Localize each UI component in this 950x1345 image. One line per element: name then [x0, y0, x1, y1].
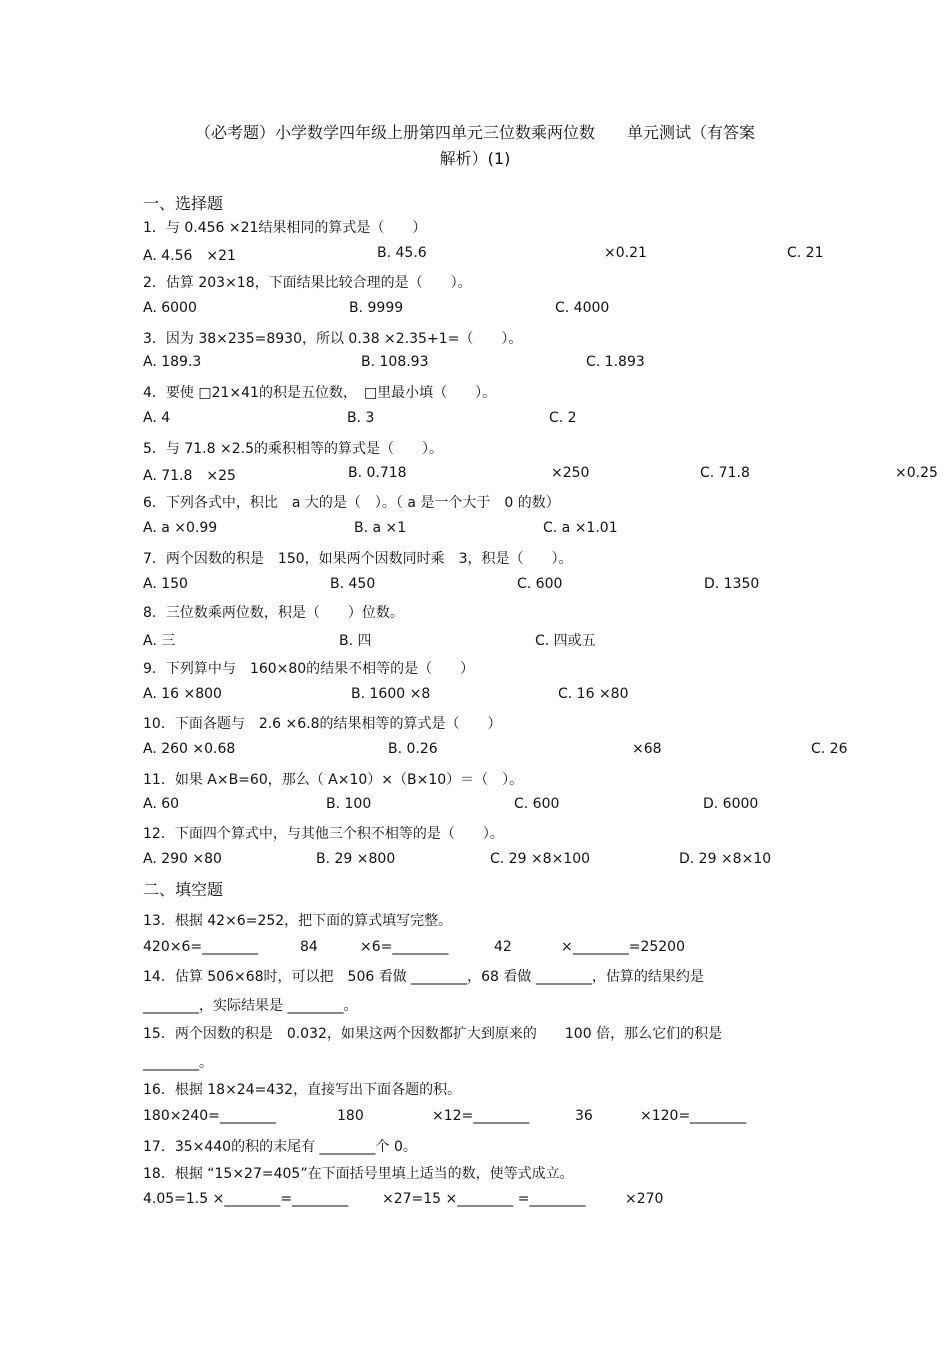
q5-option-b-cont: ×250 — [551, 465, 590, 481]
q4-option-b: B. 3 — [347, 410, 375, 426]
question-4: 4．要使 □21×41的积是五位数， □里最小填（ ）。 — [143, 385, 497, 401]
question-17: 17．35×440的积的末尾有 ________个 0。 — [143, 1139, 417, 1155]
question-15-cont: ________。 — [143, 1055, 213, 1071]
question-8: 8．三位数乘两位数，积是（ ）位数。 — [143, 605, 404, 621]
q9-option-c: C. 16 ×80 — [558, 686, 629, 702]
q11-option-d: D. 6000 — [703, 796, 759, 812]
q2-option-c: C. 4000 — [555, 300, 610, 316]
q16-part-a: 180×240=________ — [143, 1108, 276, 1124]
q10-option-b: B. 0.26 — [388, 741, 438, 757]
q7-option-a: A. 150 — [143, 576, 188, 592]
q8-option-a: A. 三 — [143, 633, 176, 649]
q1-option-a: A. 4.56 ×21 — [143, 248, 236, 264]
q18-part-b: ×27=15 ×________ =________ — [382, 1191, 586, 1207]
question-9: 9．下列算中与 160×80的结果不相等的是（ ） — [143, 661, 475, 677]
q10-option-b-cont: ×68 — [632, 741, 662, 757]
q11-option-b: B. 100 — [326, 796, 372, 812]
q10-option-c: C. 26 — [811, 741, 848, 757]
q4-option-a: A. 4 — [143, 410, 171, 426]
section-heading-choice: 一、选择题 — [143, 194, 224, 213]
question-6: 6．下列各式中，积比 a 大的是（ ）。（ a 是一个大于 0 的数） — [143, 495, 560, 511]
q10-option-a: A. 260 ×0.68 — [143, 741, 236, 757]
question-12: 12．下面四个算式中，与其他三个积不相等的是（ ）。 — [143, 826, 504, 842]
q5-option-c-cont: ×0.25 — [895, 465, 938, 481]
question-11: 11．如果 A×B=60，那么（ A×10）×（B×10）＝（ ）。 — [143, 772, 524, 788]
question-2: 2．估算 203×18，下面结果比较合理的是（ ）。 — [143, 275, 472, 291]
q6-option-c: C. a ×1.01 — [543, 520, 618, 536]
question-7: 7．两个因数的积是 150，如果两个因数同时乘 3，积是（ ）。 — [143, 551, 573, 567]
q6-option-a: A. a ×0.99 — [143, 520, 218, 536]
document-title-line2: 解析）(1) — [439, 149, 511, 168]
q16-part-d: 36 — [575, 1108, 593, 1124]
question-5: 5．与 71.8 ×2.5的乘积相等的算式是（ ）。 — [143, 441, 443, 457]
q13-part-c: ×6=________ — [360, 939, 449, 955]
q8-option-b: B. 四 — [339, 633, 372, 649]
q7-option-c: C. 600 — [517, 576, 563, 592]
question-1: 1．与 0.456 ×21结果相同的算式是（ ） — [143, 220, 427, 236]
q16-part-c: ×12=________ — [432, 1108, 530, 1124]
q18-part-a: 4.05=1.5 ×________=________ — [143, 1191, 349, 1207]
q4-option-c: C. 2 — [549, 410, 577, 426]
q1-option-b: B. 45.6 — [377, 245, 427, 261]
q13-part-d: 42 — [494, 939, 512, 955]
question-15: 15．两个因数的积是 0.032，如果这两个因数都扩大到原来的 100 倍，那么它们的积是 — [143, 1026, 723, 1042]
question-16: 16．根据 18×24=432，直接写出下面各题的积。 — [143, 1082, 462, 1098]
q18-part-c: ×270 — [625, 1191, 664, 1207]
q13-part-e: ×________=25200 — [561, 939, 685, 955]
q3-option-b: B. 108.93 — [361, 354, 429, 370]
q5-option-b: B. 0.718 — [348, 465, 407, 481]
q5-option-a: A. 71.8 ×25 — [143, 468, 236, 484]
q1-option-b-cont: ×0.21 — [604, 245, 647, 261]
q2-option-b: B. 9999 — [349, 300, 404, 316]
q13-part-a: 420×6=________ — [143, 939, 259, 955]
question-14-cont: ________，实际结果是 ________。 — [143, 998, 358, 1014]
q7-option-d: D. 1350 — [704, 576, 760, 592]
section-heading-fill: 二、填空题 — [143, 880, 224, 899]
q3-option-a: A. 189.3 — [143, 354, 202, 370]
q5-option-c: C. 71.8 — [700, 465, 750, 481]
q3-option-c: C. 1.893 — [586, 354, 645, 370]
question-14: 14．估算 506×68时，可以把 506 看做 ________，68 看做 ________，估算的结果约是 — [143, 969, 704, 985]
question-13: 13．根据 42×6=252，把下面的算式填写完整。 — [143, 913, 453, 929]
q12-option-a: A. 290 ×80 — [143, 851, 222, 867]
q9-option-b: B. 1600 ×8 — [351, 686, 431, 702]
question-10: 10．下面各题与 2.6 ×6.8的结果相等的算式是（ ） — [143, 716, 502, 732]
q1-option-c: C. 21 — [787, 245, 824, 261]
q2-option-a: A. 6000 — [143, 300, 197, 316]
q9-option-a: A. 16 ×800 — [143, 686, 222, 702]
question-3: 3．因为 38×235=8930，所以 0.38 ×2.35+1=（ ）。 — [143, 331, 523, 347]
q7-option-b: B. 450 — [330, 576, 376, 592]
q16-part-e: ×120=________ — [640, 1108, 747, 1124]
question-18: 18．根据 “15×27=405”在下面括号里填上适当的数，使等式成立。 — [143, 1166, 574, 1182]
q6-option-b: B. a ×1 — [354, 520, 407, 536]
q12-option-d: D. 29 ×8×10 — [679, 851, 772, 867]
q13-part-b: 84 — [300, 939, 318, 955]
q12-option-b: B. 29 ×800 — [316, 851, 396, 867]
q8-option-c: C. 四或五 — [535, 633, 596, 649]
q11-option-c: C. 600 — [514, 796, 560, 812]
q16-part-b: 180 — [337, 1108, 364, 1124]
document-title-line1: （必考题）小学数学四年级上册第四单元三位数乘两位数 单元测试（有答案 — [194, 123, 755, 142]
q12-option-c: C. 29 ×8×100 — [490, 851, 591, 867]
q11-option-a: A. 60 — [143, 796, 180, 812]
